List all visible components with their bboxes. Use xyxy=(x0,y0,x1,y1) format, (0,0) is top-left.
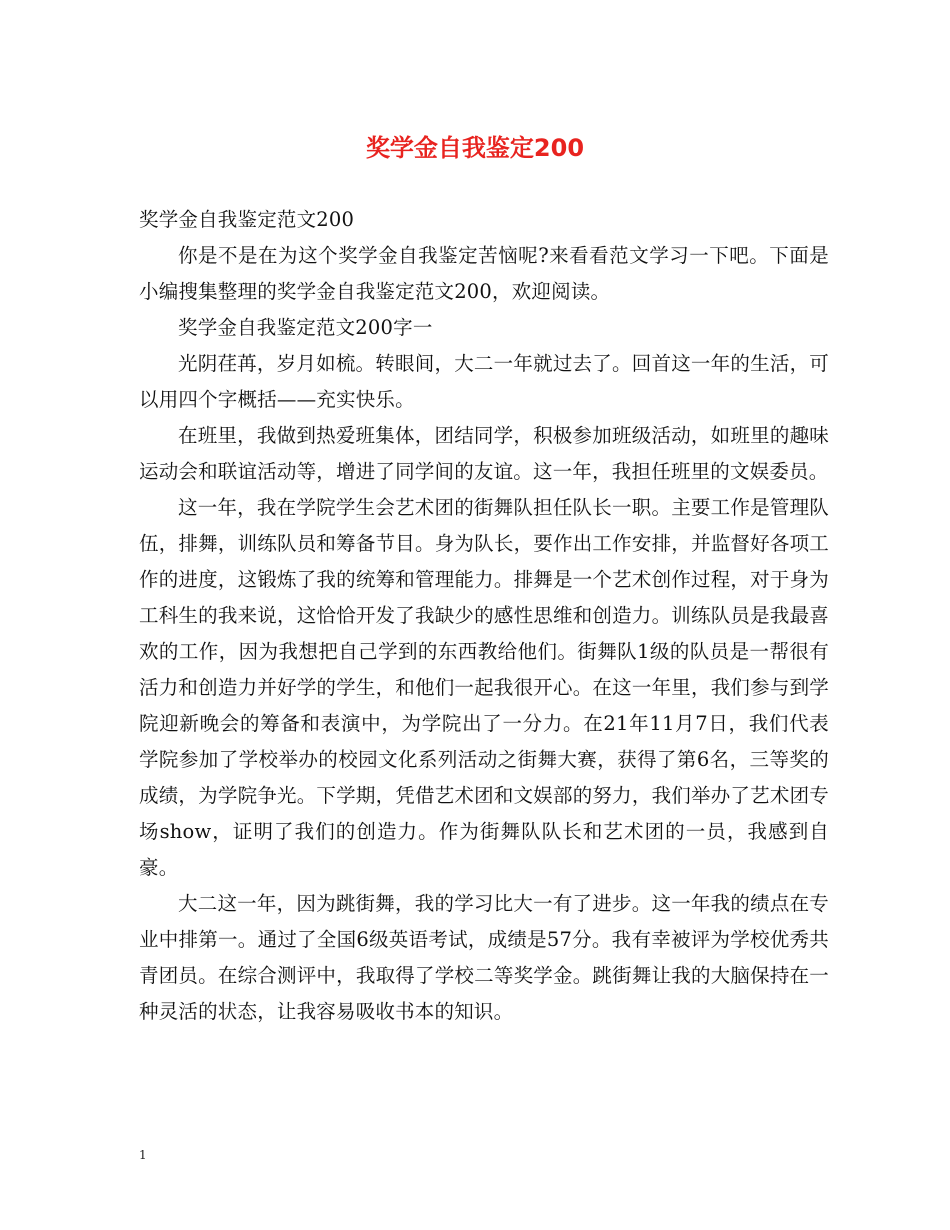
paragraph-3: 这一年，我在学院学生会艺术团的街舞队担任队长一职。主要工作是管理队伍，排舞，训练队员和筹备节目。身为队长，要作出工作安排，并监督好各项工作的进度，这锻炼了我的统筹和管理能力。排舞是一个艺术创作过程，对于身为工科生的我来说，这恰恰开发了我缺少的感性思维和创造力。训练队员是我最喜欢的工作，因为我想把自己学到的东西教给他们。街舞队1级的队员是一帮很有活力和创造力并好学的学生，和他们一起我很开心。在这一年里，我们参与到学院迎新晚会的筹备和表演中，为学院出了一分力。在21年11月7日，我们代表学院参加了学校举办的校园文化系列活动之街舞大赛，获得了第6名，三等奖的成绩，为学院争光。下学期，凭借艺术团和文娱部的努力，我们举办了艺术团专场show，证明了我们的创造力。作为街舞队队长和艺术团的一员，我感到自豪。 xyxy=(139,496,829,879)
paragraph-1: 光阴荏苒，岁月如梳。转眼间，大二一年就过去了。回首这一年的生活，可以用四个字概括——充实快乐。 xyxy=(139,352,829,411)
paragraph-intro: 你是不是在为这个奖学金自我鉴定苦恼呢?来看看范文学习一下吧。下面是小编搜集整理的奖学金自我鉴定范文200，欢迎阅读。 xyxy=(139,244,829,303)
paragraph-2: 在班里，我做到热爱班集体，团结同学，积极参加班级活动，如班里的趣味运动会和联谊活动等，增进了同学间的友谊。这一年，我担任班里的文娱委员。 xyxy=(139,424,829,483)
paragraph-4: 大二这一年，因为跳街舞，我的学习比大一有了进步。这一年我的绩点在专业中排第一。通过了全国6级英语考试，成绩是57分。我有幸被评为学校优秀共青团员。在综合测评中，我取得了学校二等奖学金。跳街舞让我的大脑保持在一种灵活的状态，让我容易吸收书本的知识。 xyxy=(139,892,829,1023)
page-number: 1 xyxy=(139,1148,147,1162)
paragraph-subheading: 奖学金自我鉴定范文200字一 xyxy=(178,316,433,339)
document-body xyxy=(139,202,829,1030)
paragraph-heading: 奖学金自我鉴定范文200 xyxy=(139,208,355,231)
document-title: 奖学金自我鉴定200 xyxy=(365,134,585,162)
